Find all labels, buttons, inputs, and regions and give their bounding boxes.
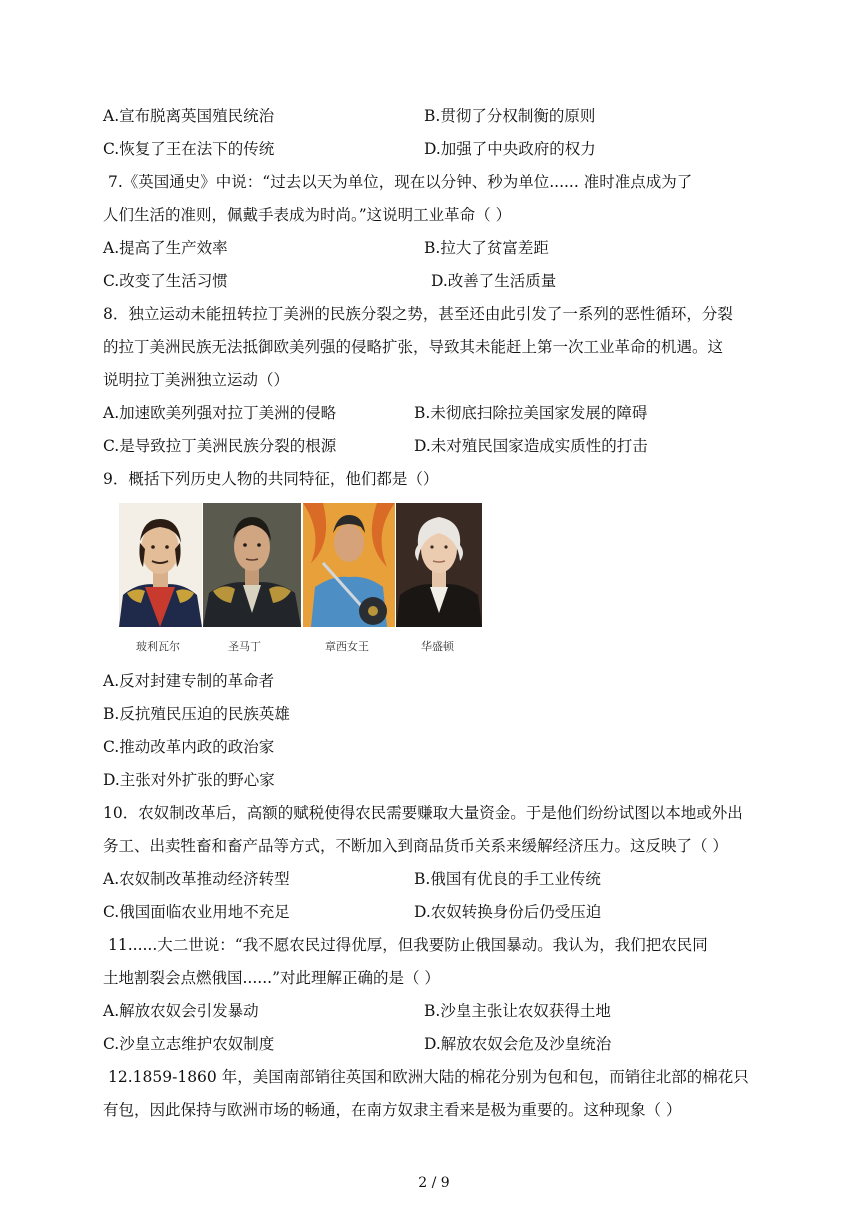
q11-stem-line2: 土地割裂会点燃俄国......”对此理解正确的是（ ） [103, 969, 440, 987]
q8-option-c: C.是导致拉丁美洲民族分裂的根源 [103, 437, 337, 455]
q10-option-b: B.俄国有优良的手工业传统 [414, 870, 601, 888]
q6-option-d: D.加强了中央政府的权力 [424, 140, 596, 158]
q7-option-c: C.改变了生活习惯 [103, 272, 228, 290]
q7-stem-line2: 人们生活的准则，佩戴手表成为时尚。”这说明工业革命（ ） [103, 206, 512, 224]
q10-option-a: A.农奴制改革推动经济转型 [103, 870, 290, 888]
q11-option-c: C.沙皇立志维护农奴制度 [103, 1035, 275, 1053]
q8-stem-line1: 8．独立运动未能扭转拉丁美洲的民族分裂之势，甚至还由此引发了一系列的恶性循环，分裂 [103, 305, 733, 323]
q9-stem: 9．概括下列历史人物的共同特征，他们都是（） [103, 470, 439, 488]
q6-option-c: C.恢复了王在法下的传统 [103, 140, 275, 158]
q8-option-d: D.未对殖民国家造成实质性的打击 [414, 437, 648, 455]
q11-option-a: A.解放农奴会引发暴动 [103, 1002, 259, 1020]
page-number: 2 / 9 [418, 1175, 450, 1191]
q6-option-a: A.宣布脱离英国殖民统治 [103, 107, 275, 125]
q7-stem-line1: 7.《英国通史》中说：“过去以天为单位，现在以分钟、秒为单位...... 准时准点成为了 [108, 173, 693, 191]
portrait-bolivar [119, 503, 202, 627]
portrait-washington [396, 503, 482, 627]
caption-washington: 华盛顿 [421, 640, 454, 653]
q6-option-b: B.贯彻了分权制衡的原则 [424, 107, 596, 125]
q10-option-d: D.农奴转换身份后仍受压迫 [414, 903, 602, 921]
caption-rani-of-jhansi: 章西女王 [325, 640, 369, 653]
q9-option-b: B.反抗殖民压迫的民族英雄 [103, 705, 290, 723]
q8-stem-line3: 说明拉丁美洲独立运动（） [103, 371, 290, 389]
q10-stem-line1: 10．农奴制改革后，高额的赋税使得农民需要赚取大量资金。于是他们纷纷试图以本地或外出 [103, 804, 743, 822]
q11-stem-line1: 11......大二世说：“我不愿农民过得优厚，但我要防止俄国暴动。我认为，我们把农民同 [108, 936, 708, 954]
q10-stem-line2: 务工、出卖牲畜和畜产品等方式，不断加入到商品货币关系来缓解经济压力。这反映了（ ） [103, 837, 728, 855]
q7-option-a: A.提高了生产效率 [103, 239, 228, 257]
q8-option-b: B.未彻底扫除拉美国家发展的障碍 [414, 404, 648, 422]
q7-option-b: B.拉大了贫富差距 [424, 239, 549, 257]
q7-option-d: D.改善了生活质量 [431, 272, 557, 290]
q12-stem-line2: 有包，因此保持与欧洲市场的畅通，在南方奴隶主看来是极为重要的。这种现象（ ） [103, 1101, 682, 1119]
q10-option-c: C.俄国面临农业用地不充足 [103, 903, 290, 921]
portrait-san-martin [203, 503, 301, 627]
q11-option-d: D.解放农奴会危及沙皇统治 [424, 1035, 612, 1053]
q12-stem-line1: 12.1859-1860 年，美国南部销往英国和欧洲大陆的棉花分别为包和包，而销往北部的棉花只 [108, 1068, 749, 1086]
q8-option-a: A.加速欧美列强对拉丁美洲的侵略 [103, 404, 337, 422]
q9-option-a: A.反对封建专制的革命者 [103, 672, 275, 690]
portrait-rani-of-jhansi [303, 503, 395, 627]
caption-bolivar: 玻利瓦尔 [136, 640, 180, 653]
q9-option-c: C.推动改革内政的政治家 [103, 738, 275, 756]
q11-option-b: B.沙皇主张让农奴获得土地 [424, 1002, 611, 1020]
q9-option-d: D.主张对外扩张的野心家 [103, 771, 275, 789]
q8-stem-line2: 的拉丁美洲民族无法抵御欧美列强的侵略扩张，导致其未能赶上第一次工业革命的机遇。这 [103, 338, 724, 356]
caption-san-martin: 圣马丁 [228, 640, 261, 653]
